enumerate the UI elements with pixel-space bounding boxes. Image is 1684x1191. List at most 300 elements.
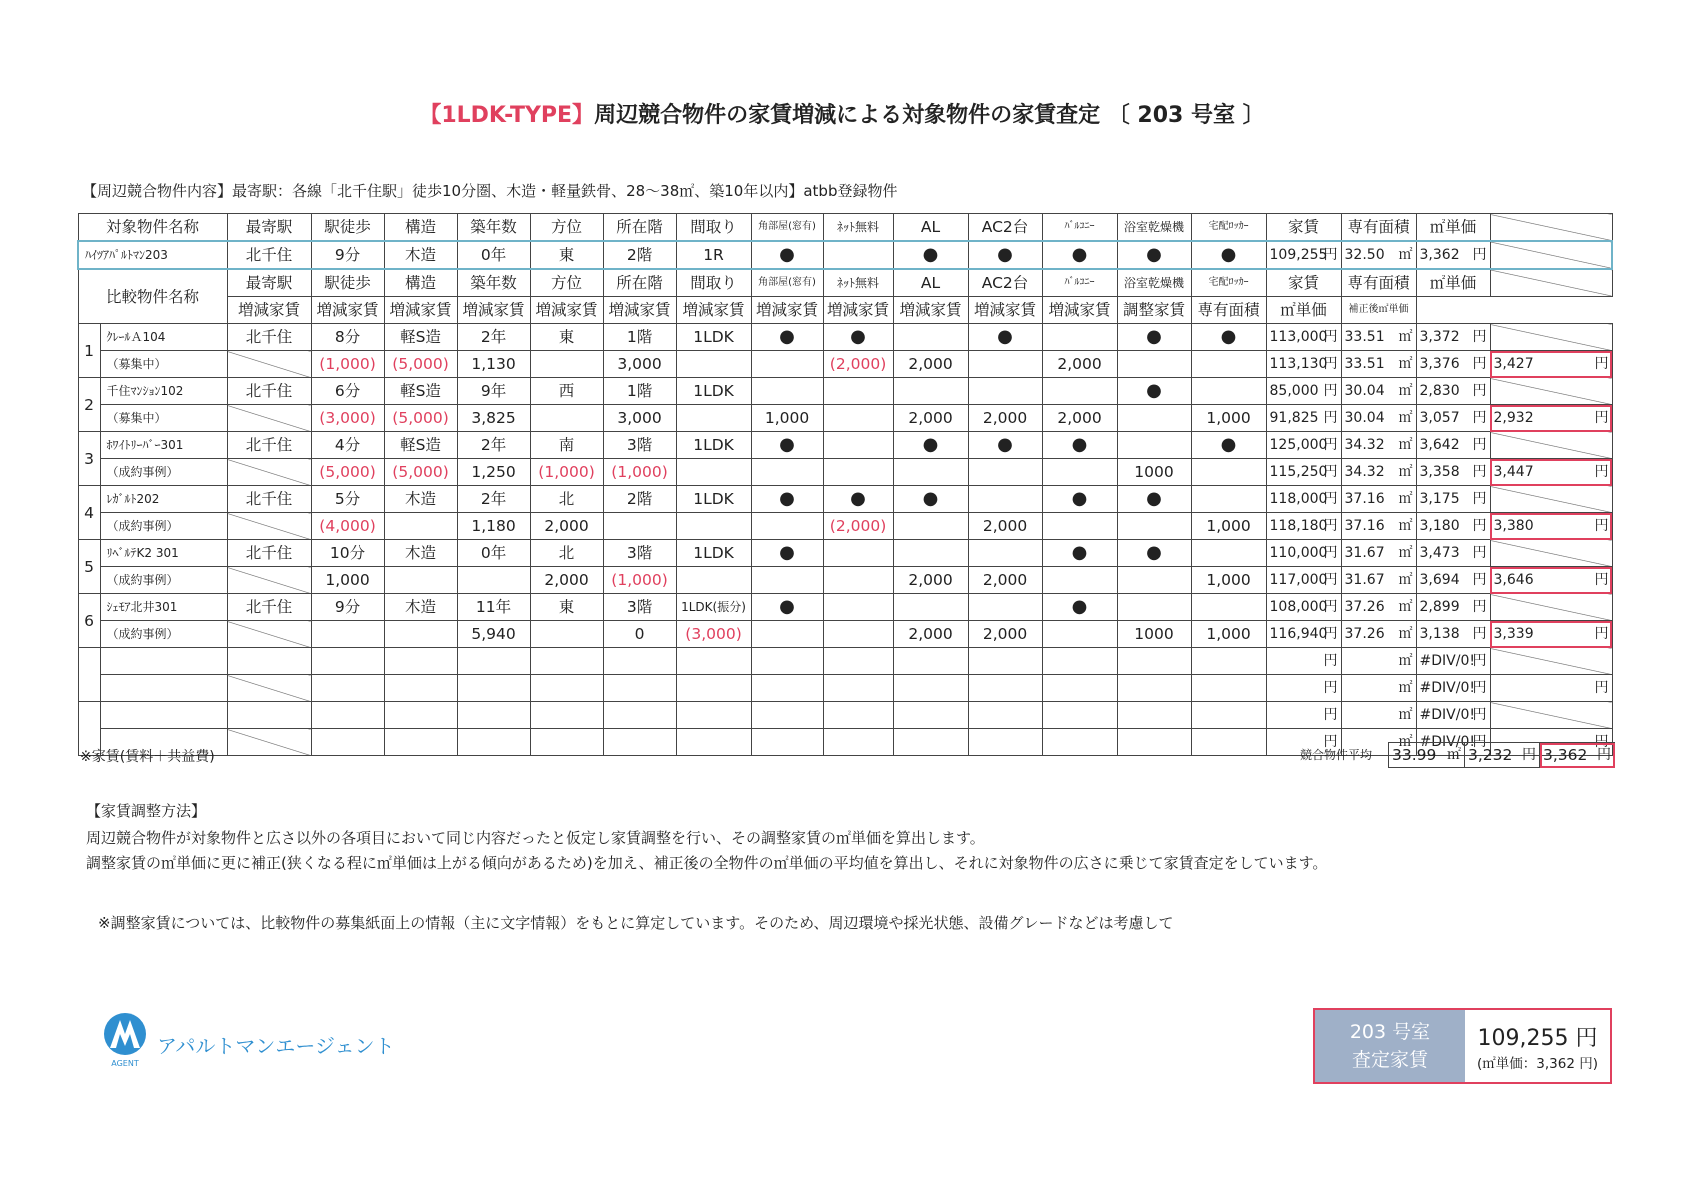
property-status: （成約事例） bbox=[100, 621, 227, 648]
property-attr: 北千住 bbox=[227, 486, 311, 513]
header-cell: AC2台 bbox=[968, 214, 1042, 242]
property-status: （成約事例） bbox=[100, 513, 227, 540]
empty-row-adjust bbox=[78, 675, 1612, 702]
target-station: 北千住 bbox=[227, 241, 311, 269]
adjusted-rent: 91,825 円 bbox=[1266, 405, 1341, 432]
property-attr bbox=[1117, 594, 1191, 621]
subheader-cell: 増減家賃 bbox=[227, 297, 311, 324]
empty-row-top bbox=[78, 648, 1612, 675]
result-label: 査定家賃 bbox=[1351, 1049, 1428, 1071]
adjusted-rent: 113,130 円 bbox=[1266, 351, 1341, 378]
adjust-value: 2,000 bbox=[893, 621, 968, 648]
header-cell: ﾈｯﾄ無料 bbox=[823, 269, 893, 297]
empty-area: ㎡ bbox=[1341, 729, 1416, 756]
adjusted-unit-price: 3,057 円 bbox=[1416, 405, 1490, 432]
header-cell: 方位 bbox=[530, 269, 603, 297]
adjust-value: (1,000) bbox=[603, 459, 676, 486]
property-attr: 1LDK bbox=[676, 378, 751, 405]
adjust-value: (1,000) bbox=[311, 351, 384, 378]
empty-cell bbox=[603, 675, 676, 702]
property-status: （成約事例） bbox=[100, 567, 227, 594]
header-cell: 最寄駅 bbox=[227, 214, 311, 242]
property-attr: 6分 bbox=[311, 378, 384, 405]
property-status: （成約事例） bbox=[100, 459, 227, 486]
target-bath: ● bbox=[1117, 241, 1191, 269]
property-attr: 3階 bbox=[603, 540, 676, 567]
property-attr: 1LDK(振分) bbox=[676, 594, 751, 621]
empty-cell bbox=[893, 675, 968, 702]
target-layout: 1R bbox=[676, 241, 751, 269]
empty-cell bbox=[1191, 702, 1266, 729]
target-net bbox=[823, 241, 893, 269]
empty-unit-price: #DIV/0! 円 bbox=[1416, 675, 1490, 702]
property-attr: 木造 bbox=[384, 540, 457, 567]
property-attr bbox=[893, 324, 968, 351]
property-name: 千住ﾏﾝｼｮﾝ102 bbox=[100, 378, 227, 405]
empty-name bbox=[100, 702, 227, 729]
adjust-value bbox=[384, 567, 457, 594]
adjust-value: 3,000 bbox=[603, 351, 676, 378]
adjust-value bbox=[676, 459, 751, 486]
property-attr: 10分 bbox=[311, 540, 384, 567]
property-attr bbox=[1191, 594, 1266, 621]
average-corrected-unit-price: 3,362 円 bbox=[1540, 743, 1615, 768]
adjust-value: 1,130 bbox=[457, 351, 530, 378]
adjust-value: 1,000 bbox=[311, 567, 384, 594]
subheader-cell: 増減家賃 bbox=[603, 297, 676, 324]
header-cell: 構造 bbox=[384, 214, 457, 242]
adjust-value bbox=[968, 351, 1042, 378]
adjusted-unit-price: 3,694 円 bbox=[1416, 567, 1490, 594]
empty-cell bbox=[457, 702, 530, 729]
empty-cell bbox=[603, 729, 676, 756]
property-attr: 2階 bbox=[603, 486, 676, 513]
subheader-cell: 増減家賃 bbox=[384, 297, 457, 324]
corrected-unit-price: 3,646 円 bbox=[1490, 567, 1612, 594]
corrected-unit-price: 3,447 円 bbox=[1490, 459, 1612, 486]
property-attr: ● bbox=[1117, 486, 1191, 513]
station-adjust bbox=[227, 459, 311, 486]
property-attr: 0年 bbox=[457, 540, 530, 567]
empty-cell bbox=[311, 729, 384, 756]
empty-cell bbox=[968, 729, 1042, 756]
subheader-cell: 増減家賃 bbox=[1042, 297, 1117, 324]
property-attr: 1LDK bbox=[676, 486, 751, 513]
average-unit-price: 3,232 円 bbox=[1465, 743, 1540, 768]
empty-cell bbox=[530, 648, 603, 675]
target-row bbox=[78, 241, 1612, 269]
target-diagonal bbox=[1490, 241, 1612, 269]
adjust-value: 1,000 bbox=[1191, 405, 1266, 432]
empty-cell bbox=[823, 675, 893, 702]
method-line-2: 調整家賃の㎡単価に更に補正(狭くなる程に㎡単価は上がる傾向があるため)を加え、補正後の全物件の㎡単価の平均値を算出し、それに対象物件の広さに乗じて家賃査定をしています。 bbox=[86, 854, 1328, 872]
property-attr: ● bbox=[751, 486, 823, 513]
empty-area: ㎡ bbox=[1341, 702, 1416, 729]
empty-diagonal bbox=[1490, 648, 1612, 675]
empty-row-top bbox=[78, 702, 1612, 729]
empty-unit-price: #DIV/0! 円 bbox=[1416, 729, 1490, 756]
adjust-value bbox=[1191, 459, 1266, 486]
property-unit-price: 3,642 円 bbox=[1416, 432, 1490, 459]
empty-cell bbox=[457, 648, 530, 675]
target-corner: ● bbox=[751, 241, 823, 269]
adjust-value: 1,250 bbox=[457, 459, 530, 486]
adjust-value: 1,000 bbox=[1191, 621, 1266, 648]
property-attr: 北千住 bbox=[227, 432, 311, 459]
header-cell: 浴室乾燥機 bbox=[1117, 269, 1191, 297]
empty-cell bbox=[751, 675, 823, 702]
adjust-value: 2,000 bbox=[530, 513, 603, 540]
adjust-value: (3,000) bbox=[676, 621, 751, 648]
adjust-value: 1000 bbox=[1117, 459, 1191, 486]
property-attr: 東 bbox=[530, 324, 603, 351]
property-unit-price: 2,899 円 bbox=[1416, 594, 1490, 621]
adjusted-area: 31.67 ㎡ bbox=[1341, 567, 1416, 594]
empty-cell bbox=[751, 648, 823, 675]
adjust-value bbox=[603, 513, 676, 540]
property-unit-price: 3,372 円 bbox=[1416, 324, 1490, 351]
subheader-cell: 増減家賃 bbox=[457, 297, 530, 324]
empty-cell bbox=[968, 648, 1042, 675]
property-row-top bbox=[78, 432, 1612, 459]
property-status: （募集中） bbox=[100, 351, 227, 378]
adjustment-note: ※調整家賃については、比較物件の募集紙面上の情報（主に文字情報）をもとに算定しています。そのため、周辺環境や採光状態、設備グレードなどは考慮して bbox=[98, 914, 1174, 932]
adjust-value bbox=[1042, 513, 1117, 540]
property-attr: ● bbox=[1191, 324, 1266, 351]
property-attr: 3階 bbox=[603, 594, 676, 621]
property-attr: ● bbox=[1042, 594, 1117, 621]
station-adjust bbox=[227, 405, 311, 432]
result-room: 203 号室 bbox=[1349, 1021, 1431, 1043]
subheader-cell: 増減家賃 bbox=[823, 297, 893, 324]
subheader-cell: 増減家賃 bbox=[530, 297, 603, 324]
empty-cell bbox=[676, 675, 751, 702]
property-attr: 北千住 bbox=[227, 594, 311, 621]
adjust-value: 5,940 bbox=[457, 621, 530, 648]
station-adjust bbox=[227, 567, 311, 594]
header-cell: 築年数 bbox=[457, 269, 530, 297]
empty-diagonal bbox=[1490, 702, 1612, 729]
property-row-top bbox=[78, 594, 1612, 621]
property-attr: 北千住 bbox=[227, 324, 311, 351]
property-attr: 2年 bbox=[457, 486, 530, 513]
empty-cell bbox=[1191, 675, 1266, 702]
empty-rent: 円 bbox=[1266, 729, 1341, 756]
adjust-value bbox=[530, 405, 603, 432]
property-attr: 軽S造 bbox=[384, 324, 457, 351]
header-cell: ㎡単価 bbox=[1416, 269, 1490, 297]
adjusted-rent: 118,180 円 bbox=[1266, 513, 1341, 540]
adjust-value bbox=[1042, 459, 1117, 486]
header-cell: ﾈｯﾄ無料 bbox=[823, 214, 893, 242]
empty-rent: 円 bbox=[1266, 702, 1341, 729]
property-unit-price: 3,175 円 bbox=[1416, 486, 1490, 513]
property-attr: ● bbox=[1117, 378, 1191, 405]
empty-cell bbox=[311, 675, 384, 702]
compare-subheader-row bbox=[78, 297, 1612, 324]
empty-row-adjust bbox=[78, 729, 1612, 756]
empty-rent: 円 bbox=[1266, 675, 1341, 702]
property-rent: 108,000 円 bbox=[1266, 594, 1341, 621]
result-rent: 109,255 円 bbox=[1477, 1025, 1598, 1051]
subheader-cell: 増減家賃 bbox=[676, 297, 751, 324]
property-attr bbox=[823, 540, 893, 567]
property-number: 5 bbox=[78, 540, 100, 594]
property-row-adjust bbox=[78, 567, 1612, 594]
header-cell: 間取り bbox=[676, 269, 751, 297]
header-cell: 家賃 bbox=[1266, 269, 1341, 297]
header-cell: AL bbox=[893, 269, 968, 297]
adjust-value bbox=[751, 513, 823, 540]
adjust-value: 2,000 bbox=[968, 621, 1042, 648]
adjust-value bbox=[1117, 567, 1191, 594]
header-diagonal bbox=[1490, 214, 1612, 242]
adjust-value bbox=[823, 621, 893, 648]
empty-area: ㎡ bbox=[1341, 675, 1416, 702]
subheader-cell: ㎡単価 bbox=[1266, 297, 1341, 324]
adjust-value: (2,000) bbox=[823, 513, 893, 540]
adjusted-area: 37.26 ㎡ bbox=[1341, 621, 1416, 648]
property-attr bbox=[751, 378, 823, 405]
title-main: 周辺競合物件の家賃増減による対象物件の家賃査定 bbox=[594, 103, 1101, 128]
empty-unit-price: #DIV/0! 円 bbox=[1416, 648, 1490, 675]
adjust-value bbox=[676, 405, 751, 432]
property-attr: 8分 bbox=[311, 324, 384, 351]
property-attr bbox=[968, 378, 1042, 405]
property-attr: 9分 bbox=[311, 594, 384, 621]
property-attr bbox=[968, 540, 1042, 567]
adjusted-unit-price: 3,358 円 bbox=[1416, 459, 1490, 486]
page-title bbox=[0, 98, 1684, 129]
empty-cell bbox=[751, 702, 823, 729]
adjust-value bbox=[751, 621, 823, 648]
property-attr: 5分 bbox=[311, 486, 384, 513]
property-attr: 木造 bbox=[384, 594, 457, 621]
adjusted-rent: 116,940 円 bbox=[1266, 621, 1341, 648]
property-attr bbox=[968, 594, 1042, 621]
empty-cell bbox=[384, 729, 457, 756]
property-name: ﾎﾜｲﾄﾘｰﾊﾞｰ301 bbox=[100, 432, 227, 459]
adjust-value: (3,000) bbox=[311, 405, 384, 432]
empty-cell bbox=[603, 648, 676, 675]
property-name: ﾚｶﾞﾙﾄ202 bbox=[100, 486, 227, 513]
property-attr: ● bbox=[751, 594, 823, 621]
property-area: 33.51 ㎡ bbox=[1341, 324, 1416, 351]
property-status: （募集中） bbox=[100, 405, 227, 432]
property-attr: 東 bbox=[530, 594, 603, 621]
property-attr: ● bbox=[823, 324, 893, 351]
empty-unit-price: #DIV/0! 円 bbox=[1416, 702, 1490, 729]
header-cell: 比較物件名称 bbox=[78, 269, 227, 324]
property-attr bbox=[1191, 378, 1266, 405]
adjust-value bbox=[893, 459, 968, 486]
adjust-value bbox=[530, 351, 603, 378]
adjust-value: 0 bbox=[603, 621, 676, 648]
property-attr: ● bbox=[751, 540, 823, 567]
empty-cell bbox=[384, 648, 457, 675]
rent-comparison-table bbox=[77, 213, 1613, 756]
property-row-adjust bbox=[78, 351, 1612, 378]
property-attr bbox=[968, 486, 1042, 513]
appraisal-result-box bbox=[1313, 1008, 1612, 1084]
adjust-value: 2,000 bbox=[893, 351, 968, 378]
property-attr: ● bbox=[751, 324, 823, 351]
header-cell: 間取り bbox=[676, 214, 751, 242]
adjust-value: (5,000) bbox=[384, 351, 457, 378]
adjust-value: 2,000 bbox=[893, 567, 968, 594]
empty-corrected: 円 bbox=[1490, 729, 1612, 756]
corrected-diagonal bbox=[1490, 324, 1612, 351]
header-cell: 所在階 bbox=[603, 269, 676, 297]
adjust-value bbox=[457, 567, 530, 594]
corrected-unit-price: 3,380 円 bbox=[1490, 513, 1612, 540]
station-adjust bbox=[227, 351, 311, 378]
subheader-cell: 増減家賃 bbox=[751, 297, 823, 324]
average-area: 33.99 ㎡ bbox=[1389, 743, 1465, 768]
adjust-value bbox=[530, 621, 603, 648]
property-attr bbox=[1042, 324, 1117, 351]
adjust-value bbox=[676, 351, 751, 378]
property-area: 31.67 ㎡ bbox=[1341, 540, 1416, 567]
property-attr: 2年 bbox=[457, 432, 530, 459]
property-name: ｸﾚｰﾙＡ104 bbox=[100, 324, 227, 351]
empty-diagonal bbox=[227, 729, 311, 756]
adjust-value: 1,000 bbox=[1191, 567, 1266, 594]
property-attr: 1階 bbox=[603, 378, 676, 405]
empty-cell bbox=[893, 729, 968, 756]
property-attr bbox=[1117, 432, 1191, 459]
target-name: ﾊｲﾂｱﾊﾟﾙﾄﾏﾝ203 bbox=[78, 241, 227, 269]
adjust-value bbox=[676, 513, 751, 540]
room-label: 〔 203 号室 〕 bbox=[1107, 103, 1265, 128]
header-cell: AL bbox=[893, 214, 968, 242]
empty-cell bbox=[530, 675, 603, 702]
property-attr: 北 bbox=[530, 540, 603, 567]
empty-cell bbox=[1117, 648, 1191, 675]
empty-cell bbox=[968, 702, 1042, 729]
empty-cell bbox=[457, 729, 530, 756]
adjusted-area: 30.04 ㎡ bbox=[1341, 405, 1416, 432]
adjust-value bbox=[751, 351, 823, 378]
empty-cell bbox=[676, 729, 751, 756]
property-attr: ● bbox=[751, 432, 823, 459]
target-area: 32.50 ㎡ bbox=[1341, 241, 1416, 269]
property-number: 6 bbox=[78, 594, 100, 648]
property-attr bbox=[1042, 378, 1117, 405]
target-walk: 9分 bbox=[311, 241, 384, 269]
adjust-value bbox=[676, 567, 751, 594]
header-cell: 角部屋(窓有) bbox=[751, 269, 823, 297]
header-cell: 専有面積 bbox=[1341, 269, 1416, 297]
adjust-value bbox=[1042, 621, 1117, 648]
adjust-value: (5,000) bbox=[384, 405, 457, 432]
result-unit-price: (㎡単価：3,362 円) bbox=[1477, 1055, 1598, 1072]
property-attr: 軽S造 bbox=[384, 378, 457, 405]
adjust-value: (1,000) bbox=[603, 567, 676, 594]
property-attr: 木造 bbox=[384, 486, 457, 513]
subheader-cell: 増減家賃 bbox=[968, 297, 1042, 324]
adjust-value bbox=[823, 405, 893, 432]
logo-text: アパルトマンエージェント bbox=[157, 1034, 395, 1058]
average-table bbox=[1388, 742, 1615, 768]
property-row-top bbox=[78, 540, 1612, 567]
property-row-adjust bbox=[78, 513, 1612, 540]
target-al: ● bbox=[893, 241, 968, 269]
property-attr: 軽S造 bbox=[384, 432, 457, 459]
empty-cell bbox=[603, 702, 676, 729]
corrected-diagonal bbox=[1490, 540, 1612, 567]
empty-cell bbox=[823, 702, 893, 729]
adjust-value bbox=[1117, 405, 1191, 432]
property-row-top bbox=[78, 486, 1612, 513]
header-cell: 駅徒歩 bbox=[311, 214, 384, 242]
property-attr: ● bbox=[968, 432, 1042, 459]
property-attr bbox=[823, 432, 893, 459]
property-area: 37.16 ㎡ bbox=[1341, 486, 1416, 513]
property-row-top bbox=[78, 378, 1612, 405]
property-attr: ● bbox=[1042, 432, 1117, 459]
empty-cell bbox=[893, 702, 968, 729]
property-attr: 9年 bbox=[457, 378, 530, 405]
corrected-unit-price: 3,339 円 bbox=[1490, 621, 1612, 648]
property-attr bbox=[1191, 540, 1266, 567]
property-attr: ● bbox=[1117, 324, 1191, 351]
adjust-value: 2,000 bbox=[968, 567, 1042, 594]
adjust-value: 2,000 bbox=[1042, 351, 1117, 378]
competitor-criteria: 【周辺競合物件内容】最寄駅：各線「北千住駅」徒歩10分圏、木造・軽量鉄骨、28〜38㎡、築10年以内】atbb登録物件 bbox=[82, 182, 898, 200]
property-attr bbox=[893, 540, 968, 567]
corrected-diagonal bbox=[1490, 378, 1612, 405]
target-floor: 2階 bbox=[603, 241, 676, 269]
adjusted-unit-price: 3,180 円 bbox=[1416, 513, 1490, 540]
adjust-value: 2,000 bbox=[968, 513, 1042, 540]
adjust-value bbox=[1117, 513, 1191, 540]
header-cell: 方位 bbox=[530, 214, 603, 242]
adjust-value bbox=[1042, 567, 1117, 594]
header-cell: 浴室乾燥機 bbox=[1117, 214, 1191, 242]
method-line-1: 周辺競合物件が対象物件と広さ以外の各項目において同じ内容だったと仮定し家賃調整を行い、その調整家賃の㎡単価を算出します。 bbox=[86, 829, 985, 847]
property-attr bbox=[893, 378, 968, 405]
average-label: 競合物件平均 bbox=[1300, 748, 1373, 762]
property-attr: ● bbox=[1042, 486, 1117, 513]
property-attr: 2年 bbox=[457, 324, 530, 351]
property-attr: ● bbox=[823, 486, 893, 513]
header-cell: 対象物件名称 bbox=[78, 214, 227, 242]
header-cell: 専有面積 bbox=[1341, 214, 1416, 242]
header-diagonal bbox=[1490, 269, 1612, 297]
logo-mark-icon bbox=[100, 1012, 150, 1068]
empty-cell bbox=[384, 702, 457, 729]
adjusted-unit-price: 3,138 円 bbox=[1416, 621, 1490, 648]
property-attr: ● bbox=[1117, 540, 1191, 567]
adjusted-area: 37.16 ㎡ bbox=[1341, 513, 1416, 540]
adjust-value bbox=[384, 621, 457, 648]
property-rent: 110,000 円 bbox=[1266, 540, 1341, 567]
header-cell: 宅配ﾛｯｶｰ bbox=[1191, 269, 1266, 297]
adjust-value: 2,000 bbox=[893, 405, 968, 432]
header-cell: 最寄駅 bbox=[227, 269, 311, 297]
property-attr: 北 bbox=[530, 486, 603, 513]
svg-text:AGENT: AGENT bbox=[111, 1059, 139, 1068]
property-attr: ● bbox=[1191, 432, 1266, 459]
property-rent: 118,000 円 bbox=[1266, 486, 1341, 513]
property-unit-price: 3,473 円 bbox=[1416, 540, 1490, 567]
property-attr: 1LDK bbox=[676, 540, 751, 567]
target-unit-price: 3,362 円 bbox=[1416, 241, 1490, 269]
property-row-top bbox=[78, 324, 1612, 351]
rent-footnote: ※家賃(賃料＋共益費) bbox=[80, 749, 215, 765]
header-cell: 所在階 bbox=[603, 214, 676, 242]
